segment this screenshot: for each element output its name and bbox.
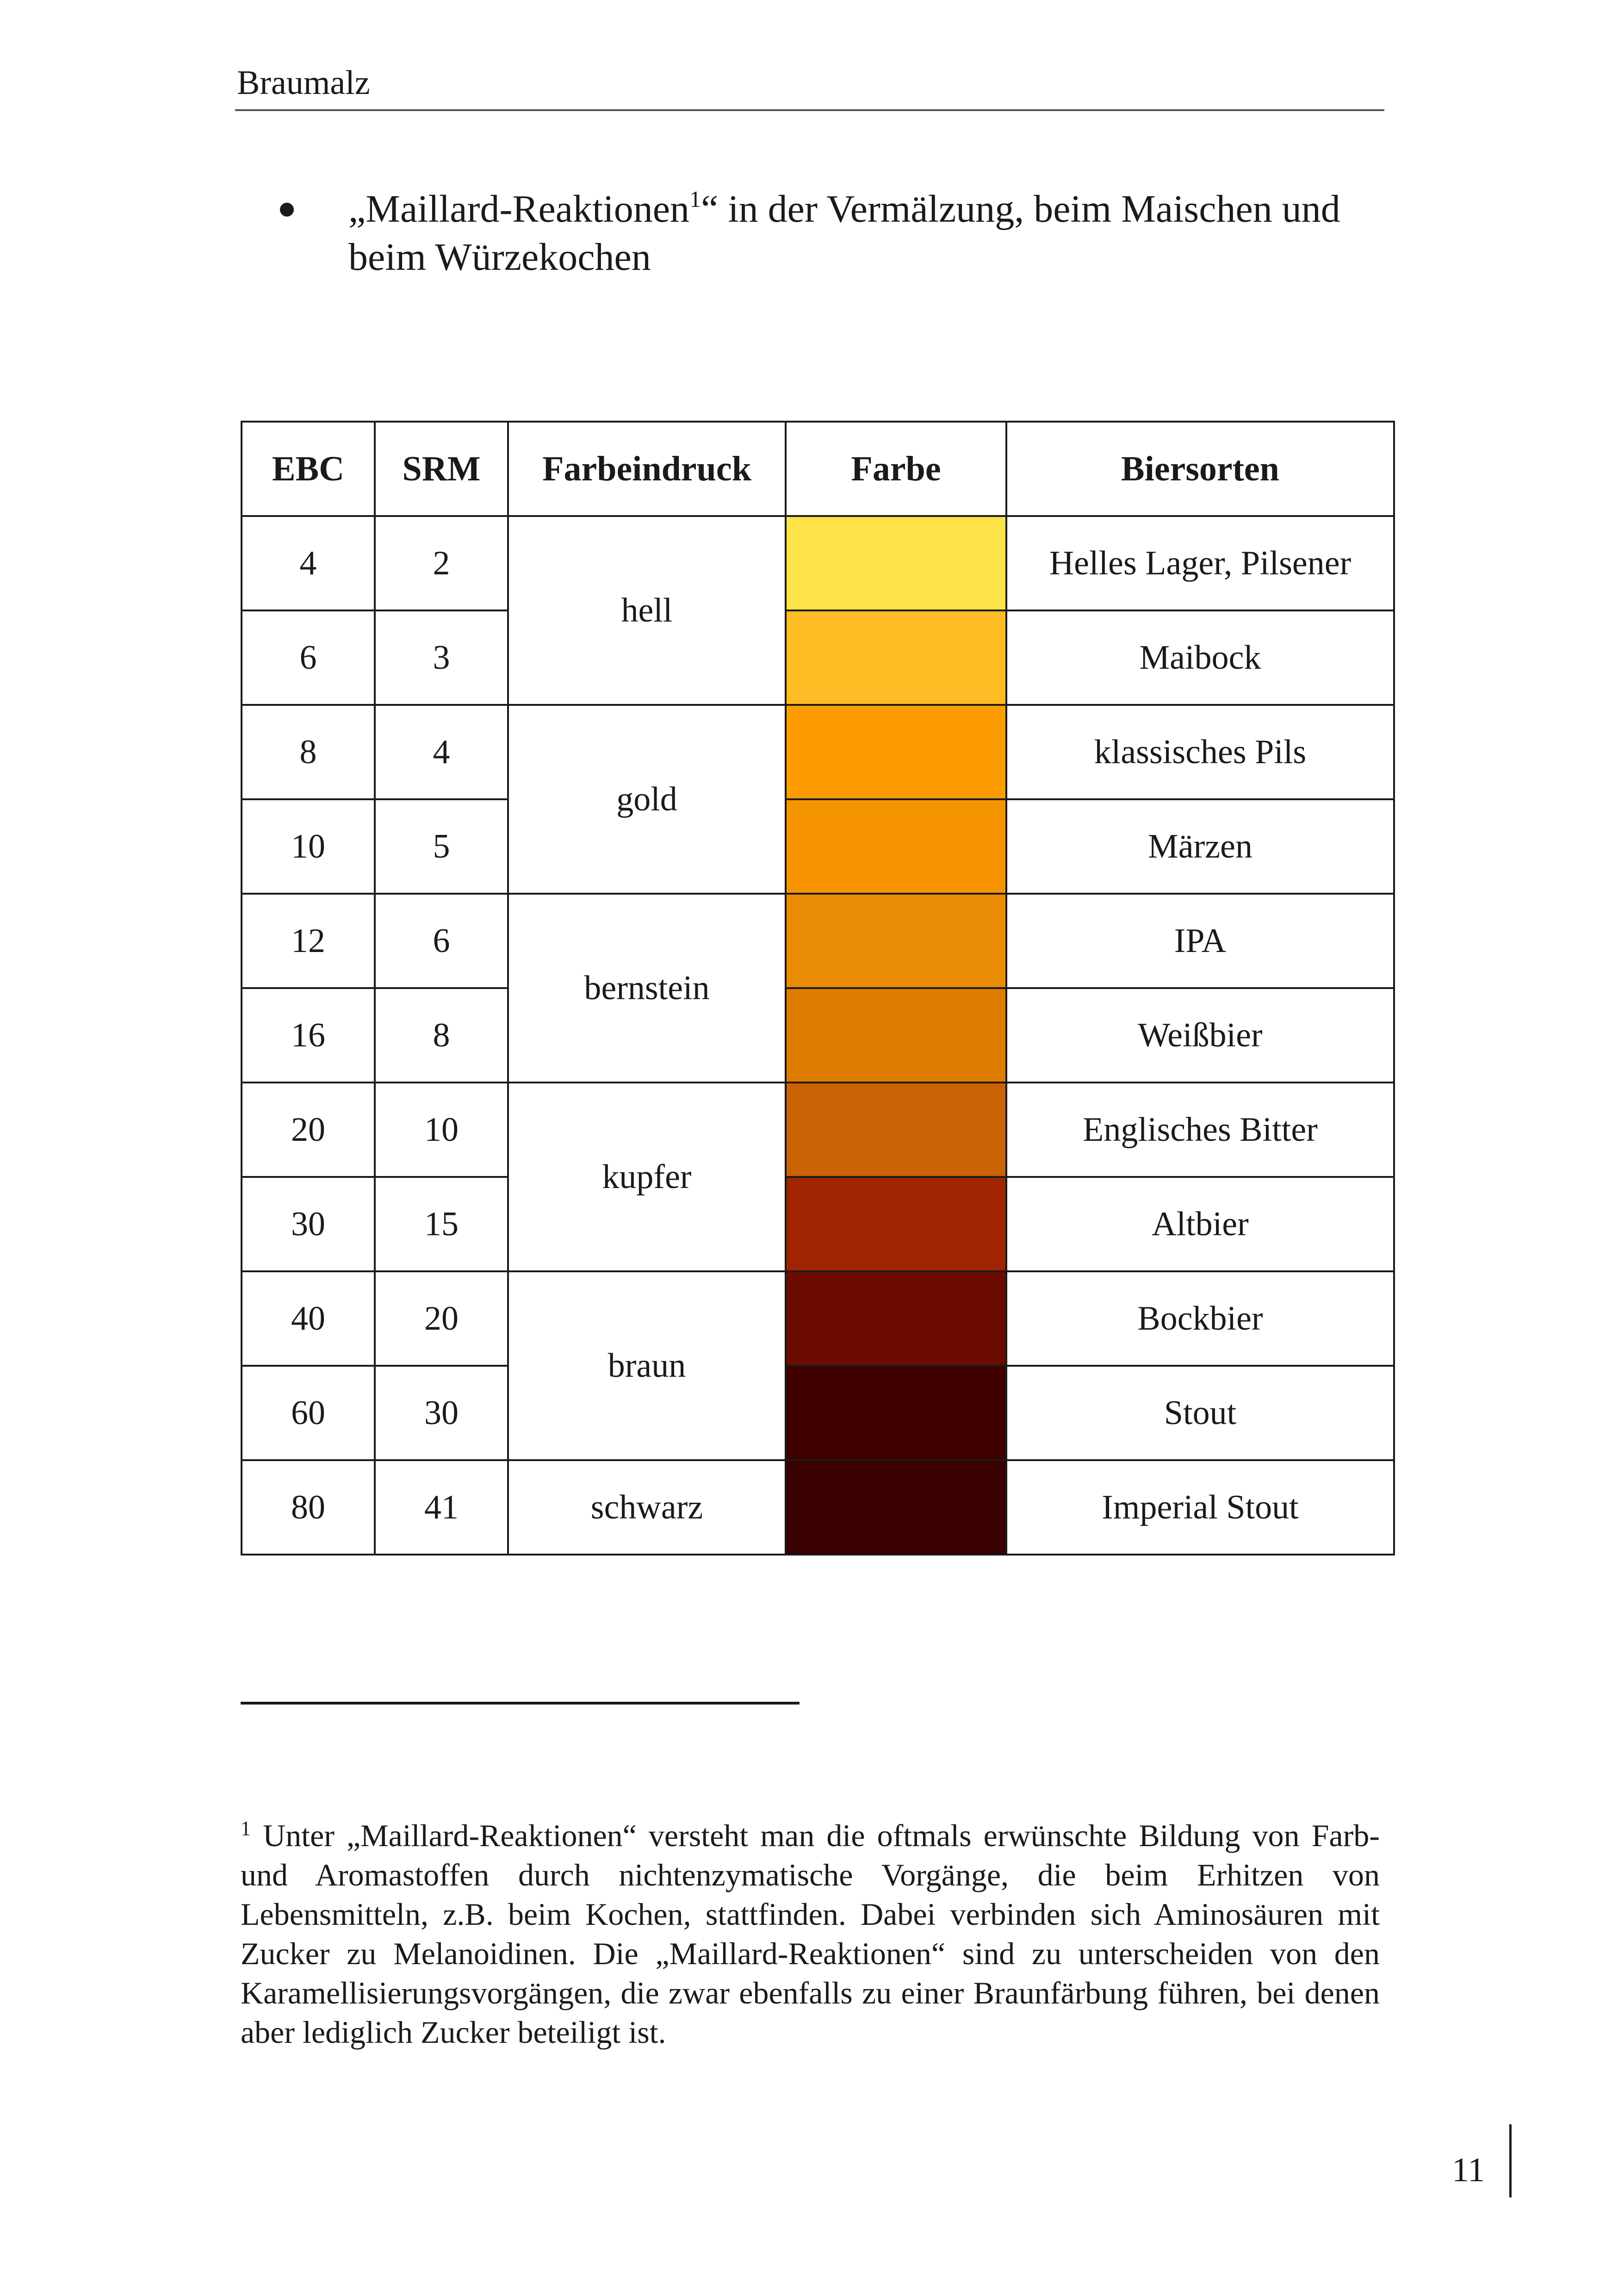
color-swatch <box>786 1177 1006 1271</box>
cell-biersorte: klassisches Pils <box>1006 705 1394 799</box>
color-swatch <box>786 799 1006 894</box>
cell-ebc: 4 <box>242 516 375 610</box>
cell-ebc: 6 <box>242 610 375 705</box>
cell-biersorte: Englisches Bitter <box>1006 1083 1394 1177</box>
cell-ebc: 12 <box>242 894 375 988</box>
cell-ebc: 40 <box>242 1271 375 1366</box>
footnote-number: 1 <box>241 1817 251 1840</box>
cell-srm: 5 <box>375 799 508 894</box>
cell-ebc: 80 <box>242 1460 375 1555</box>
cell-biersorte: IPA <box>1006 894 1394 988</box>
color-swatch <box>786 705 1006 799</box>
cell-farbeindruck: schwarz <box>508 1460 786 1555</box>
color-swatch <box>786 1271 1006 1366</box>
color-swatch <box>786 1083 1006 1177</box>
cell-ebc: 60 <box>242 1366 375 1460</box>
table-row <box>242 705 1394 799</box>
cell-farbeindruck: bernstein <box>508 894 786 1083</box>
table-row <box>242 610 1394 705</box>
cell-farbeindruck: kupfer <box>508 1083 786 1271</box>
color-swatch <box>786 1366 1006 1460</box>
running-header: Braumalz <box>237 64 370 102</box>
cell-srm: 8 <box>375 988 508 1083</box>
color-swatch <box>786 894 1006 988</box>
footnote <box>241 1816 1380 2052</box>
header-rule <box>235 109 1384 111</box>
cell-biersorte: Imperial Stout <box>1006 1460 1394 1555</box>
footnote-text: Unter „Maillard-Reaktionen“ versteht man die oftmals erwünschte Bildung von Farb- und Aromastoffen durch nichtenzymatische Vorgänge, die beim Erhitzen von Lebensmitteln, z.B. beim Kochen, stattfinden. Dabei verbinden sich Aminosäuren mit Zucker zu Melanoidinen. Die „Maillard-Reaktionen“ sind zu unterscheiden von den Karamellisierungsvorgängen, die zwar ebenfalls zu einer Braunfärbung führen, bei denen aber lediglich Zucker beteiligt ist. <box>241 1818 1380 2050</box>
cell-ebc: 20 <box>242 1083 375 1177</box>
color-swatch <box>786 610 1006 705</box>
cell-biersorte: Weißbier <box>1006 988 1394 1083</box>
bullet-item <box>348 185 1394 281</box>
page-number: 11 <box>1452 2151 1485 2189</box>
color-swatch <box>786 516 1006 610</box>
bullet-icon <box>280 203 294 217</box>
cell-ebc: 10 <box>242 799 375 894</box>
header-srm: SRM <box>375 422 508 516</box>
cell-srm: 20 <box>375 1271 508 1366</box>
cell-srm: 3 <box>375 610 508 705</box>
cell-srm: 10 <box>375 1083 508 1177</box>
beer-color-table <box>241 421 1395 1556</box>
cell-srm: 41 <box>375 1460 508 1555</box>
cell-srm: 4 <box>375 705 508 799</box>
cell-ebc: 30 <box>242 1177 375 1271</box>
cell-srm: 2 <box>375 516 508 610</box>
table-row <box>242 894 1394 988</box>
table-body <box>242 516 1394 1555</box>
header-ebc: EBC <box>242 422 375 516</box>
footnote-reference[interactable]: 1 <box>689 186 701 212</box>
table-row <box>242 1271 1394 1366</box>
header-farbe: Farbe <box>786 422 1006 516</box>
cell-biersorte: Bockbier <box>1006 1271 1394 1366</box>
page-number-bar <box>1509 2124 1512 2197</box>
cell-biersorte: Helles Lager, Pilsener <box>1006 516 1394 610</box>
table-row <box>242 988 1394 1083</box>
table-row <box>242 1177 1394 1271</box>
header-farbeindruck: Farbeindruck <box>508 422 786 516</box>
table-row <box>242 799 1394 894</box>
footnote-separator <box>241 1702 800 1705</box>
cell-farbeindruck: gold <box>508 705 786 894</box>
cell-biersorte: Märzen <box>1006 799 1394 894</box>
table-row <box>242 1083 1394 1177</box>
cell-ebc: 8 <box>242 705 375 799</box>
cell-biersorte: Altbier <box>1006 1177 1394 1271</box>
table-header-row <box>242 422 1394 516</box>
cell-ebc: 16 <box>242 988 375 1083</box>
cell-biersorte: Maibock <box>1006 610 1394 705</box>
cell-srm: 15 <box>375 1177 508 1271</box>
color-swatch <box>786 988 1006 1083</box>
table-row <box>242 1366 1394 1460</box>
cell-farbeindruck: hell <box>508 516 786 705</box>
color-swatch <box>786 1460 1006 1555</box>
cell-srm: 30 <box>375 1366 508 1460</box>
header-biersorten: Biersorten <box>1006 422 1394 516</box>
table-row <box>242 516 1394 610</box>
bullet-text-start: „Maillard-Reaktionen <box>348 187 690 230</box>
bullet-text-end: “ in der Vermälzung, beim Maischen und beim Würzekochen <box>348 187 1340 279</box>
cell-farbeindruck: braun <box>508 1271 786 1460</box>
table-row <box>242 1460 1394 1555</box>
cell-biersorte: Stout <box>1006 1366 1394 1460</box>
cell-srm: 6 <box>375 894 508 988</box>
